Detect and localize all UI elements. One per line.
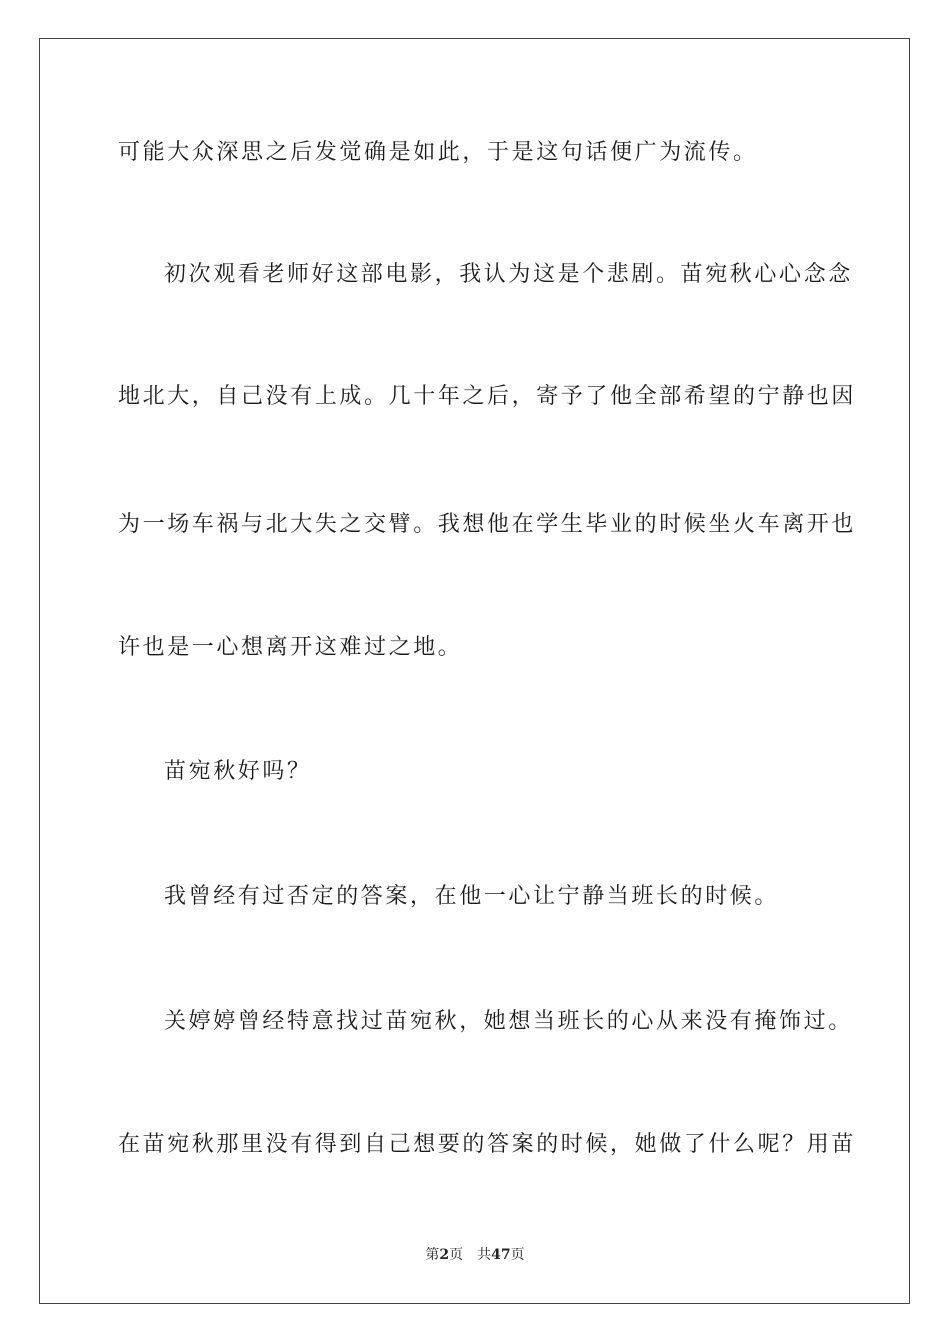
total-pages: 47 (491, 1247, 511, 1263)
page-border (39, 38, 910, 1304)
page-number: 2 (439, 1247, 450, 1263)
text-line-7: 我曾经有过否定的答案，在他一心让宁静当班长的时候。 (164, 884, 780, 909)
page-prefix: 第 (425, 1247, 440, 1263)
text-line-8: 关婷婷曾经特意找过苗宛秋，她想当班长的心从来没有掩饰过。 (164, 1009, 853, 1034)
text-line-1: 可能大众深思之后发觉确是如此，于是这句话便广为流传。 (118, 140, 758, 165)
text-line-4: 为一场车祸与北大失之交臂。我想他在学生毕业的时候坐火车离开也 (118, 512, 857, 537)
page-suffix: 页 (449, 1247, 464, 1263)
text-line-2: 初次观看老师好这部电影，我认为这是个悲剧。苗宛秋心心念念 (164, 262, 853, 287)
page-footer (0, 1246, 950, 1264)
text-line-5: 许也是一心想离开这难过之地。 (118, 635, 463, 660)
text-line-6: 苗宛秋好吗？ (164, 759, 312, 784)
total-suffix: 页 (510, 1247, 525, 1263)
total-prefix: 共 (477, 1247, 492, 1263)
text-line-9: 在苗宛秋那里没有得到自己想要的答案的时候，她做了什么呢？用苗 (118, 1132, 857, 1157)
text-line-3: 地北大，自己没有上成。几十年之后，寄予了他全部希望的宁静也因 (118, 384, 857, 409)
